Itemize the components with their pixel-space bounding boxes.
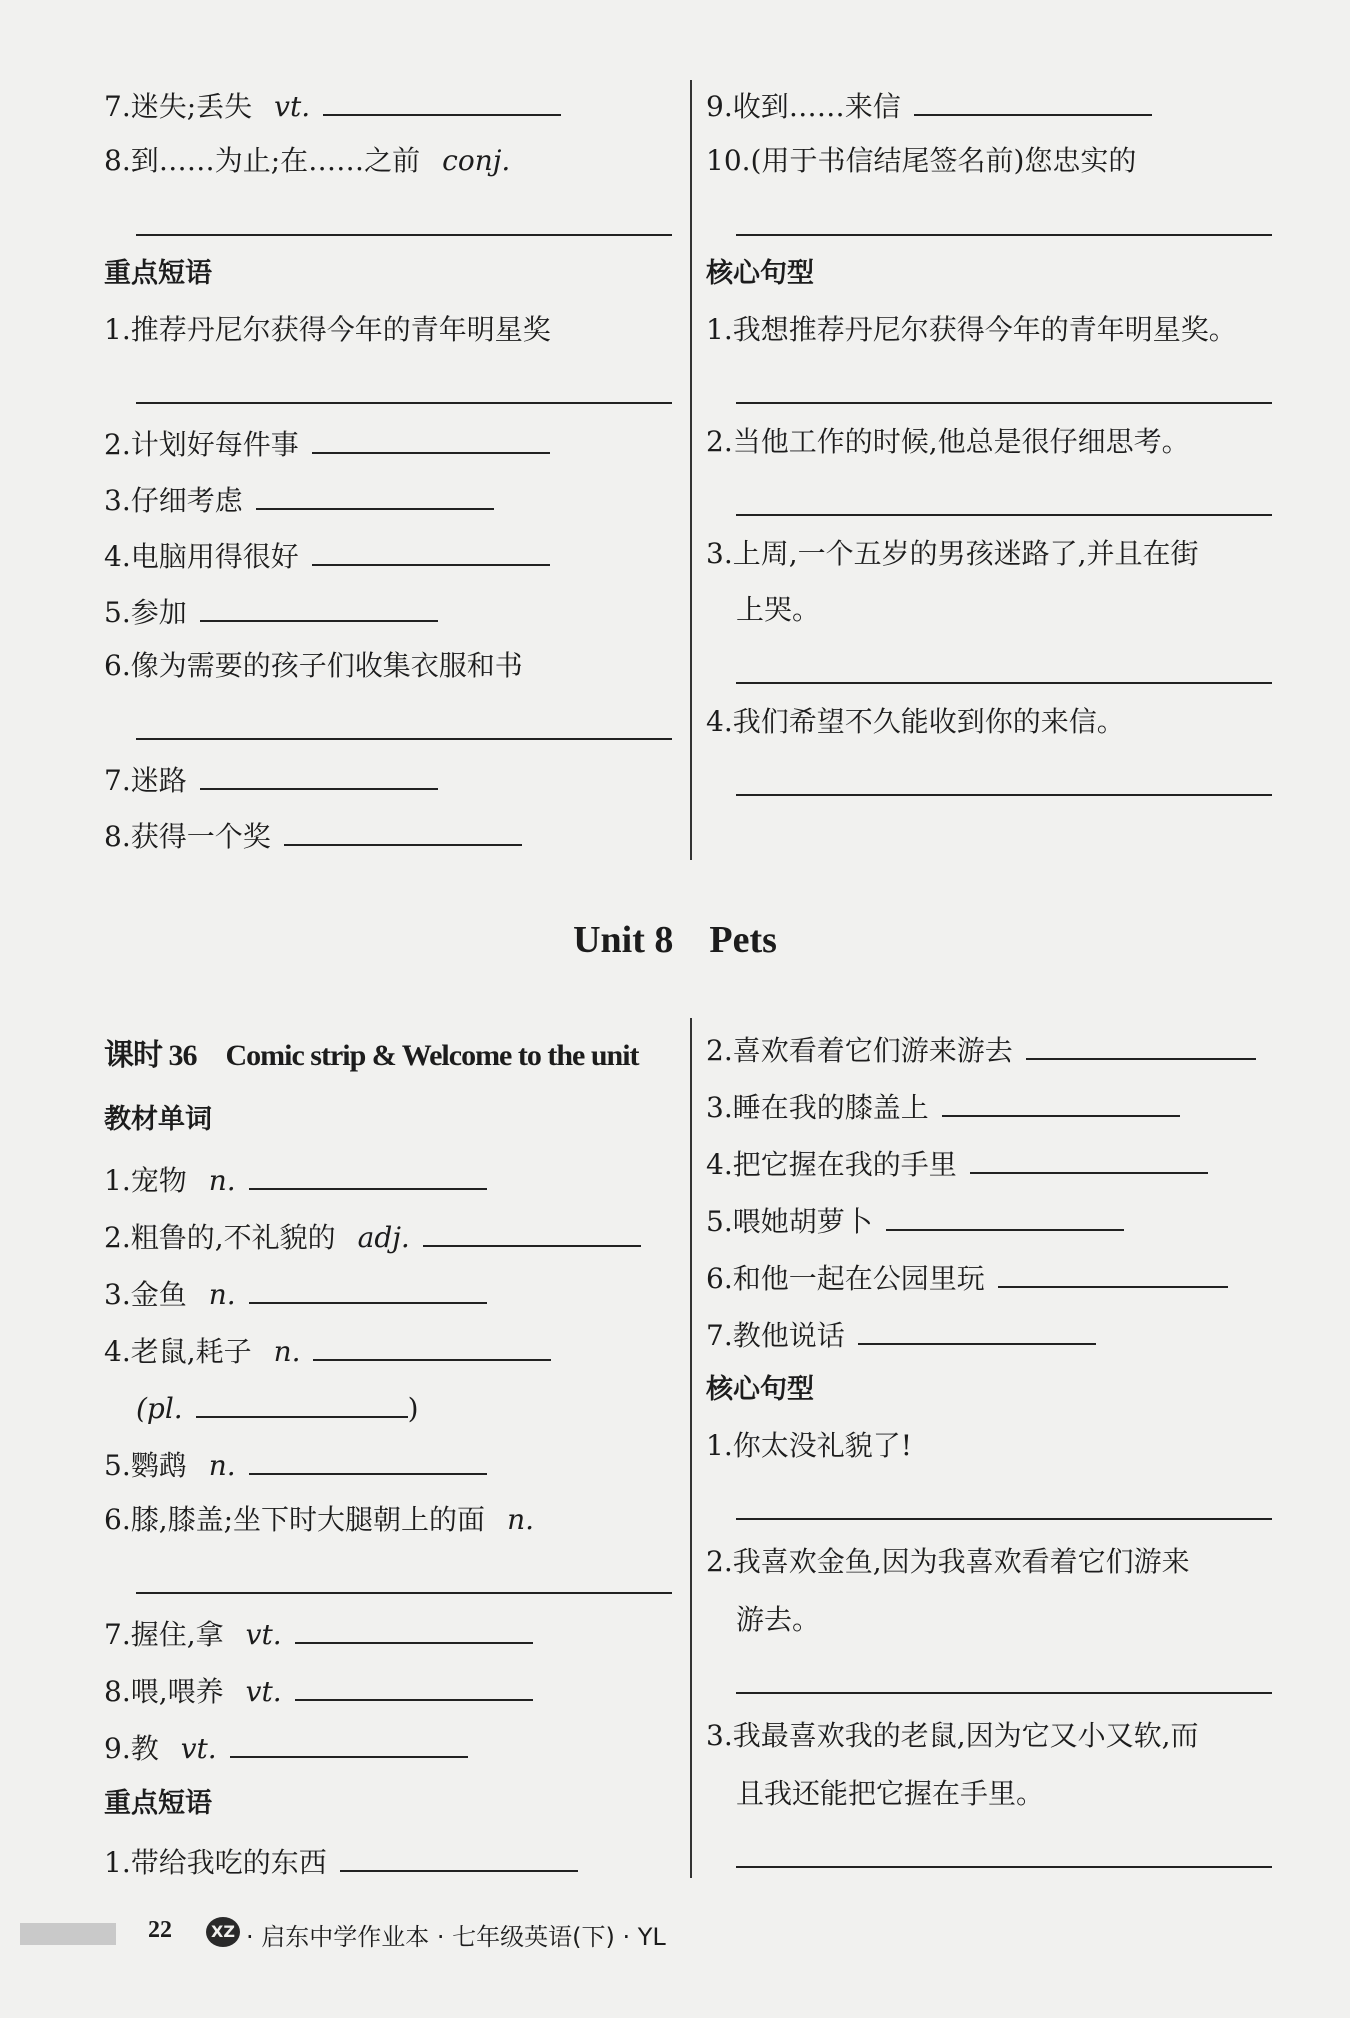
answer-blank[interactable] [136,402,672,404]
phrase-item: 8.获得一个奖 [104,816,522,855]
word-item: 4.老鼠,耗子 n. [104,1331,551,1370]
answer-blank[interactable] [970,1144,1208,1174]
page-footer [0,1915,1350,1955]
answer-blank[interactable] [736,514,1272,516]
word-item: 7.握住,拿 vt. [104,1614,533,1653]
phrase-item: 7.迷路 [104,760,438,799]
book-title: · 启东中学作业本 · 七年级英语(下) · YL [246,1923,666,1951]
phrase-item: 3.仔细考虑 [104,480,494,519]
answer-blank[interactable] [736,1518,1272,1520]
unit-label: Unit 8 [573,919,674,961]
sentence-item: 3.上周,一个五岁的男孩迷路了,并且在街 [706,537,1199,570]
answer-blank[interactable] [249,1274,487,1304]
phrase-item: 1.带给我吃的东西 [104,1842,578,1881]
unit-title [0,918,1350,962]
answer-blank[interactable] [136,234,672,236]
word-item: 3.金鱼 n. [104,1274,487,1313]
sentence-item: 4.我们希望不久能收到你的来信。 [706,705,1125,738]
word-item: 9.收到……来信 [706,86,1152,125]
phrase-item: 5.参加 [104,592,438,631]
column-divider-bottom [690,1018,692,1878]
word-item: 7.迷失;丢失 vt. [104,86,561,125]
section-heading: 重点短语 [104,1788,212,1819]
section-heading: 核心句型 [706,258,814,289]
plural-item: (pl. ) [136,1388,419,1427]
word-item: 8.到……为止;在……之前 conj. [104,144,511,177]
answer-blank[interactable] [196,1388,408,1418]
sentence-continuation: 且我还能把它握在手里。 [736,1777,1045,1810]
footer-bar [20,1923,116,1945]
publisher-logo-icon: XZ [206,1917,240,1947]
answer-blank[interactable] [312,536,550,566]
answer-blank[interactable] [736,1866,1272,1868]
sentence-continuation: 上哭。 [736,593,821,626]
phrase-item: 4.把它握在我的手里 [706,1144,1208,1183]
answer-blank[interactable] [736,1692,1272,1694]
word-item: 1.宠物 n. [104,1160,487,1199]
answer-blank[interactable] [942,1087,1180,1117]
lesson-title: 课时 36 Comic strip & Welcome to the unit [104,1039,639,1072]
word-item: 2.粗鲁的,不礼貌的 adj. [104,1217,641,1256]
answer-blank[interactable] [736,234,1272,236]
phrase-item: 2.计划好每件事 [104,424,550,463]
sentence-continuation: 游去。 [736,1603,821,1636]
answer-blank[interactable] [200,592,438,622]
word-item: 8.喂,喂养 vt. [104,1671,533,1710]
answer-blank[interactable] [886,1201,1124,1231]
column-divider-top [690,80,692,860]
answer-blank[interactable] [736,794,1272,796]
answer-blank[interactable] [914,86,1152,116]
word-item: 5.鹦鹉 n. [104,1445,487,1484]
answer-blank[interactable] [858,1315,1096,1345]
answer-blank[interactable] [295,1671,533,1701]
section-heading: 重点短语 [104,258,212,289]
word-item: 9.教 vt. [104,1728,468,1767]
answer-blank[interactable] [249,1160,487,1190]
answer-blank[interactable] [323,86,561,116]
answer-blank[interactable] [736,682,1272,684]
phrase-item: 3.睡在我的膝盖上 [706,1087,1180,1126]
answer-blank[interactable] [136,738,672,740]
phrase-item: 6.像为需要的孩子们收集衣服和书 [104,649,523,682]
unit-name: Pets [709,919,777,961]
sentence-item: 2.我喜欢金鱼,因为我喜欢看着它们游来 [706,1545,1190,1578]
sentence-item: 1.我想推荐丹尼尔获得今年的青年明星奖。 [706,313,1237,346]
answer-blank[interactable] [136,1592,672,1594]
sentence-item: 3.我最喜欢我的老鼠,因为它又小又软,而 [706,1719,1199,1752]
answer-blank[interactable] [312,424,550,454]
answer-blank[interactable] [256,480,494,510]
sentence-item: 1.你太没礼貌了! [706,1429,912,1462]
phrase-item: 7.教他说话 [706,1315,1096,1354]
answer-blank[interactable] [998,1258,1228,1288]
answer-blank[interactable] [249,1445,487,1475]
answer-blank[interactable] [1026,1030,1256,1060]
phrase-item: 6.和他一起在公园里玩 [706,1258,1228,1297]
page-number: 22 [148,1917,172,1943]
section-heading: 教材单词 [104,1104,212,1135]
answer-blank[interactable] [295,1614,533,1644]
answer-blank[interactable] [340,1842,578,1872]
phrase-item: 1.推荐丹尼尔获得今年的青年明星奖 [104,313,551,346]
word-item: 6.膝,膝盖;坐下时大腿朝上的面 n. [104,1503,534,1536]
word-item: 10.(用于书信结尾签名前)您忠实的 [706,144,1137,177]
answer-blank[interactable] [423,1217,641,1247]
answer-blank[interactable] [284,816,522,846]
answer-blank[interactable] [736,402,1272,404]
answer-blank[interactable] [313,1331,551,1361]
phrase-item: 4.电脑用得很好 [104,536,550,575]
phrase-item: 5.喂她胡萝卜 [706,1201,1124,1240]
answer-blank[interactable] [200,760,438,790]
sentence-item: 2.当他工作的时候,他总是很仔细思考。 [706,425,1190,458]
section-heading: 核心句型 [706,1374,814,1405]
phrase-item: 2.喜欢看着它们游来游去 [706,1030,1256,1069]
answer-blank[interactable] [230,1728,468,1758]
